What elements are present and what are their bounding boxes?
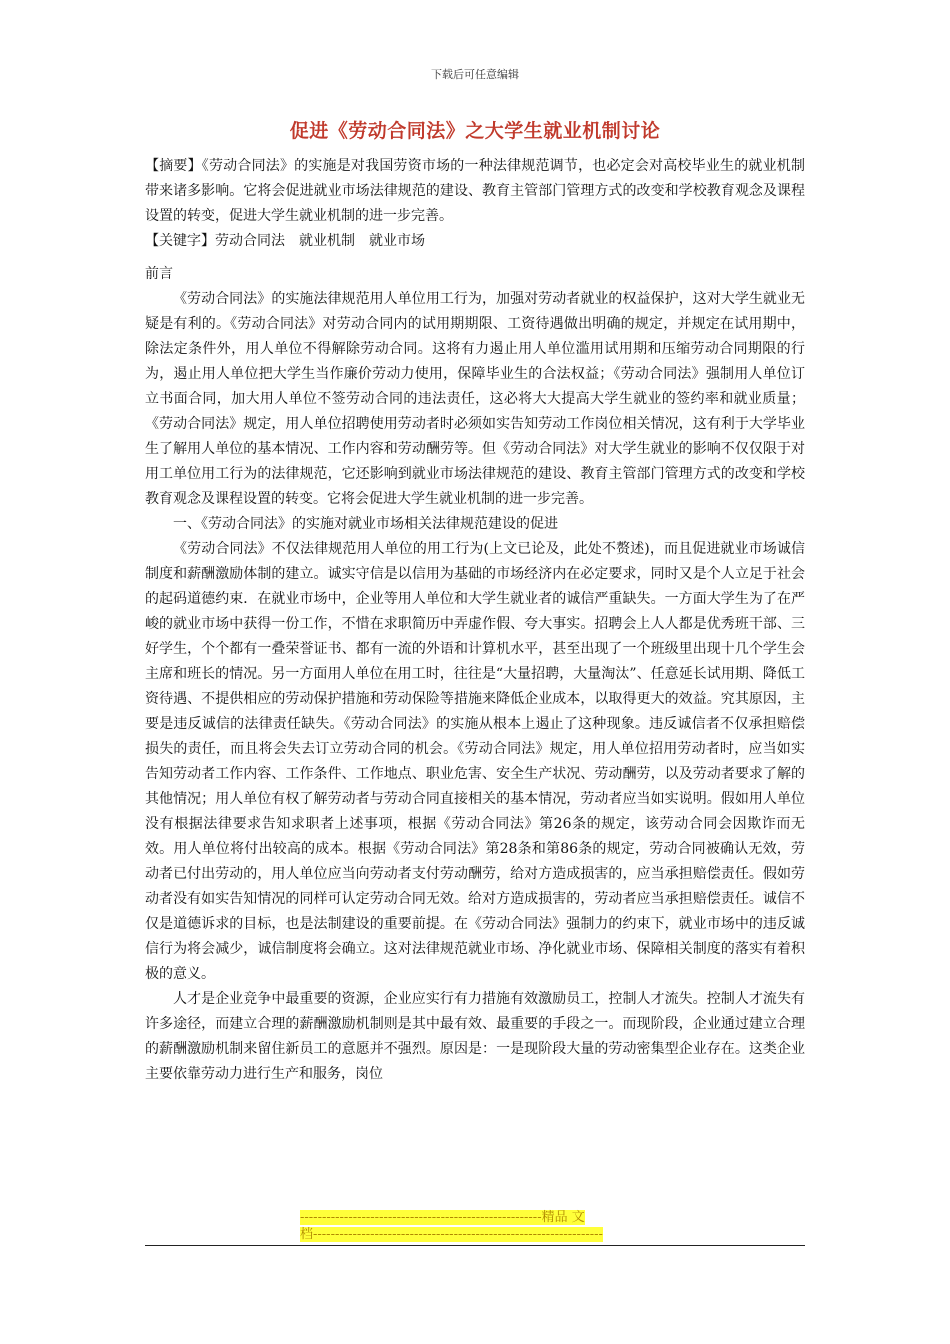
footer-stamp: [300, 1209, 650, 1243]
document-body: [145, 154, 805, 1087]
footer-stamp-line-1: -------------------------------------------------------精品 文: [300, 1210, 585, 1225]
footer-stamp-line-2: 档------------------------------------------------------------------: [300, 1227, 603, 1242]
section-1-paragraph: 《劳动合同法》不仅法律规范用人单位的用工行为(上文已论及，此处不赘述)，而且促进就业市场诚信制度和薪酬激励体制的建立。诚实守信是以信用为基础的市场经济内在必定要求，同时又是个人立足于社会的起码道德约束．在就业市场中，企业等用人单位和大学生就业者的诚信严重缺失。一方面大学生为了在严峻的就业市场中获得一份工作，不惜在求职简历中弄虚作假、夸大事实。招聘会上人人都是优秀班干部、三好学生，个个都有一叠荣誉证书、都有一流的外语和计算机水平，甚至出现了一个班级里出现十几个学生会主席和班长的情况。另一方面用人单位在用工时，往往是“大量招聘，大量淘汰”、任意延长试用期、降低工资待遇、不提供相应的劳动保护措施和劳动保险等措施来降低企业成本，以取得更大的效益。究其原因，主要是违反诚信的法律责任缺失。《劳动合同法》的实施从根本上遏止了这种现象。违反诚信者不仅承担赔偿损失的责任，而且将会失去订立劳动合同的机会。《劳动合同法》规定，用人单位招用劳动者时，应当如实告知劳动者工作内容、工作条件、工作地点、职业危害、安全生产状况、劳动酬劳，以及劳动者要求了解的其他情况；用人单位有权了解劳动者与劳动合同直接相关的基本情况，劳动者应当如实说明。假如用人单位没有根据法律要求告知求职者上述事项，根据《劳动合同法》第26条的规定，该劳动合同会因欺诈而无效。用人单位将付出较高的成本。根据《劳动合同法》第28条和第86条的规定，劳动合同被确认无效，劳动者已付出劳动的，用人单位应当向劳动者支付劳动酬劳，给对方造成损害的，应当承担赔偿责任。假如劳动者没有如实告知情况的同样可认定劳动合同无效。给对方造成损害的，劳动者应当承担赔偿责任。诚信不仅是道德诉求的目标，也是法制建设的重要前提。在《劳动合同法》强制力的约束下，就业市场中的违反诚信行为将会减少，诚信制度将会确立。这对法律规范就业市场、净化就业市场、保障相关制度的落实有着积极的意义。: [145, 541, 805, 982]
section-1-heading: 一、《劳动合同法》的实施对就业市场相关法律规范建设的促进: [173, 516, 558, 532]
header-note: 下载后可任意编辑: [431, 68, 519, 81]
document-title: 促进《劳动合同法》之大学生就业机制讨论: [289, 120, 661, 142]
section-1-paragraph-2: 人才是企业竞争中最重要的资源，企业应实行有力措施有效激励员工，控制人才流失。控制人才流失有许多途径，而建立合理的薪酬激励机制则是其中最有效、最重要的手段之一。而现阶段，企业通过建立合理的薪酬激励机制来留住新员工的意愿并不强烈。原因是：一是现阶段大量的劳动密集型企业存在。这类企业主要依靠劳动力进行生产和服务，岗位: [145, 991, 805, 1082]
abstract-paragraph: 【摘要】《劳动合同法》的实施是对我国劳资市场的一种法律规范调节，也必定会对高校毕业生的就业机制带来诸多影响。它将会促进就业市场法律规范的建设、教育主管部门管理方式的改变和学校教育观念及课程设置的转变，促进大学生就业机制的进一步完善。: [145, 158, 805, 224]
preface-heading: 前言: [145, 266, 173, 282]
preface-paragraph: 《劳动合同法》的实施法律规范用人单位用工行为，加强对劳动者就业的权益保护，这对大学生就业无疑是有利的。《劳动合同法》对劳动合同内的试用期期限、工资待遇做出明确的规定，并规定在试用期中，除法定条件外，用人单位不得解除劳动合同。这将有力遏止用人单位滥用试用期和压缩劳动合同期限的行为，遏止用人单位把大学生当作廉价劳动力使用，保障毕业生的合法权益；《劳动合同法》强制用人单位订立书面合同，加大用人单位不签劳动合同的违法责任，这必将大大提高大学生就业的签约率和就业质量；《劳动合同法》规定，用人单位招聘使用劳动者时必须如实告知劳动工作岗位相关情况，这有利于大学毕业生了解用人单位的基本情况、工作内容和劳动酬劳等。但《劳动合同法》对大学生就业的影响不仅仅限于对用工单位用工行为的法律规范，它还影响到就业市场法律规范的建设、教育主管部门管理方式的改变和学校教育观念及课程设置的转变。它将会促进大学生就业机制的进一步完善。: [145, 291, 805, 507]
footer-divider: [145, 1245, 805, 1246]
keywords-line: 【关键字】劳动合同法 就业机制 就业市场: [145, 233, 425, 249]
